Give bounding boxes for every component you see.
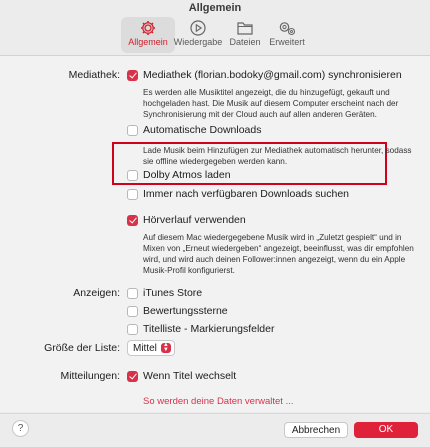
dolby-atmos-checkbox[interactable] — [127, 169, 231, 181]
list-size-value: Mittel — [133, 342, 157, 354]
data-management-link[interactable]: So werden deine Daten verwaltet ... — [143, 396, 294, 407]
option-label: iTunes Store — [143, 287, 203, 299]
tab-label: Allgemein — [128, 37, 168, 47]
preferences-toolbar — [0, 17, 430, 53]
window-title: Allgemein — [188, 2, 242, 14]
checkbox-checked[interactable] — [127, 70, 138, 81]
notifications-label: Mitteilungen: — [60, 370, 120, 382]
checkbox-unchecked[interactable] — [127, 306, 138, 317]
ok-button[interactable]: OK — [354, 422, 418, 438]
listening-history-checkbox[interactable] — [127, 214, 246, 226]
auto-downloads-checkbox[interactable] — [127, 124, 261, 136]
sync-library-description: Es werden alle Musiktitel angezeigt, die du hinzugefügt, gekauft und hochgeladen hast. Die Musik auf diesem Computer erscheint nach der Synchronisierung mit der Cloud auch auf allen anderen Geräten. — [143, 88, 399, 119]
auto-downloads-label: Automatische Downloads — [143, 124, 262, 136]
list-size-label: Größe der Liste: — [44, 342, 120, 354]
check-downloads-label: Immer nach verfügbaren Downloads suchen — [143, 188, 350, 200]
show-label: Anzeigen: — [73, 287, 120, 299]
notify-track-change-checkbox[interactable] — [127, 370, 236, 382]
checkbox-checked[interactable] — [127, 371, 138, 382]
option-label: Titelliste - Markierungsfelder — [143, 323, 275, 335]
gear-icon — [121, 19, 175, 37]
tab-label: Erweitert — [269, 37, 305, 47]
listening-history-description: Auf diesem Mac wiedergegebene Musik wird in „Zuletzt gespielt“ und in Mixen von „Erneut wiedergeben“ angezeigt, beeinflusst, was dir empfohlen wird, und wird auch deinen Follower:innen angezeigt, wenn du ein Apple Musik-Profil konfigurierst. — [143, 233, 414, 275]
play-icon — [171, 19, 225, 37]
option-label: Bewertungssterne — [143, 305, 228, 317]
checkbox-unchecked[interactable] — [127, 288, 138, 299]
show-tracklist-checkboxes-checkbox[interactable] — [127, 323, 275, 335]
tab-erweitert[interactable] — [260, 17, 314, 53]
checkbox-unchecked[interactable] — [127, 170, 138, 181]
sync-library-label: Mediathek (florian.bodoky@gmail.com) synchronisieren — [143, 69, 402, 81]
tab-wiedergabe[interactable] — [171, 17, 225, 53]
tab-label: Wiedergabe — [173, 37, 223, 47]
cancel-button[interactable]: Abbrechen — [284, 422, 348, 438]
checkbox-unchecked[interactable] — [127, 189, 138, 200]
tab-allgemein[interactable] — [121, 17, 175, 53]
library-label: Mediathek: — [68, 69, 120, 81]
listening-history-label: Hörverlauf verwenden — [143, 214, 246, 226]
auto-downloads-description: Lade Musik beim Hinzufügen zur Mediathek automatisch herunter, sodass sie offline wiedergegeben werden kann. — [143, 146, 412, 166]
dolby-atmos-label: Dolby Atmos laden — [143, 169, 231, 181]
help-button[interactable]: ? — [12, 420, 29, 437]
footer-divider — [0, 413, 430, 414]
sync-library-checkbox[interactable] — [127, 69, 402, 81]
show-ratings-checkbox[interactable] — [127, 305, 228, 317]
check-downloads-checkbox[interactable] — [127, 188, 349, 200]
updown-chevron-icon: ▲ ▼ — [161, 343, 171, 353]
list-size-popup[interactable] — [127, 340, 175, 356]
notify-track-change-label: Wenn Titel wechselt — [143, 370, 237, 382]
checkbox-checked[interactable] — [127, 215, 138, 226]
show-itunes-store-checkbox[interactable] — [127, 287, 202, 299]
checkbox-unchecked[interactable] — [127, 125, 138, 136]
tab-label: Dateien — [229, 37, 261, 47]
gears-icon — [260, 19, 314, 37]
checkbox-unchecked[interactable] — [127, 324, 138, 335]
list-size-select[interactable] — [127, 340, 175, 356]
